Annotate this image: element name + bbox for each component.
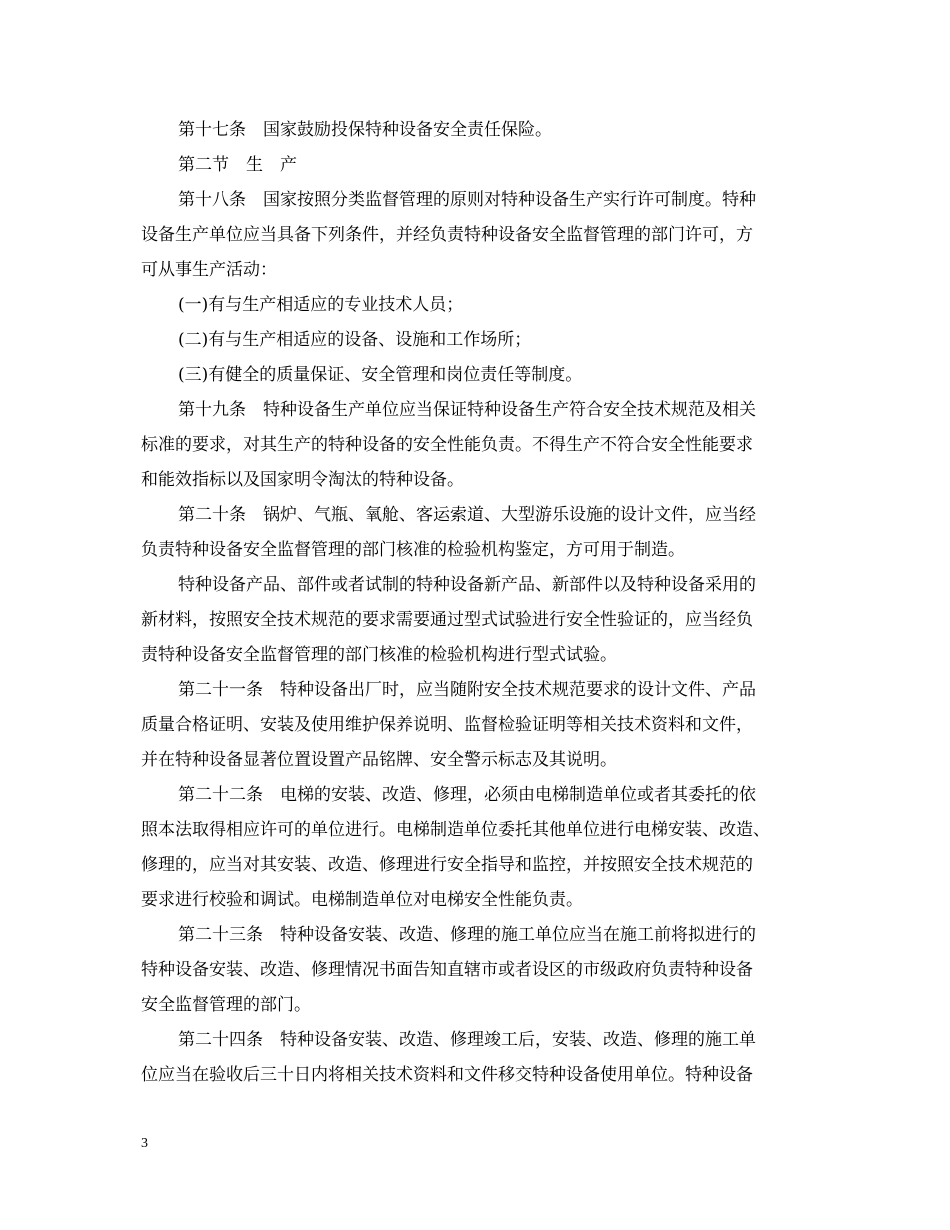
text-line: 第二节 生 产 [178, 155, 297, 175]
text-line: 第十八条 国家按照分类监督管理的原则对特种设备生产实行许可制度。特种 [178, 190, 756, 210]
document-body [141, 113, 813, 1093]
text-line: 标准的要求，对其生产的特种设备的安全性能负责。不得生产不符合安全性能要求 [141, 435, 753, 455]
text-line: (一)有与生产相适应的专业技术人员； [178, 295, 464, 315]
text-line: 质量合格证明、安装及使用维护保养说明、监督检验证明等相关技术资料和文件， [141, 715, 753, 735]
page-number: 3 [141, 1136, 148, 1151]
text-line: 第十七条 国家鼓励投保特种设备安全责任保险。 [178, 120, 552, 140]
text-line: 特种设备安装、改造、修理情况书面告知直辖市或者设区的市级政府负责特种设备 [141, 960, 753, 980]
text-line: 可从事生产活动： [141, 260, 277, 280]
text-line: 要求进行校验和调试。电梯制造单位对电梯安全性能负责。 [141, 890, 583, 910]
text-line: 第十九条 特种设备生产单位应当保证特种设备生产符合安全技术规范及相关 [178, 400, 756, 420]
text-line: 第二十一条 特种设备出厂时，应当随附安全技术规范要求的设计文件、产品 [178, 680, 756, 700]
text-line: 照本法取得相应许可的单位进行。电梯制造单位委托其他单位进行电梯安装、改造、 [141, 820, 770, 840]
text-line: 位应当在验收后三十日内将相关技术资料和文件移交特种设备使用单位。特种设备 [141, 1065, 753, 1085]
text-line: 第二十二条 电梯的安装、改造、修理，必须由电梯制造单位或者其委托的依 [178, 785, 756, 805]
text-line: 特种设备产品、部件或者试制的特种设备新产品、新部件以及特种设备采用的 [178, 575, 756, 595]
text-line: 负责特种设备安全监督管理的部门核准的检验机构鉴定，方可用于制造。 [141, 540, 685, 560]
text-line: 第二十三条 特种设备安装、改造、修理的施工单位应当在施工前将拟进行的 [178, 925, 756, 945]
text-line: 第二十条 锅炉、气瓶、氧舱、客运索道、大型游乐设施的设计文件，应当经 [178, 505, 756, 525]
text-line: 设备生产单位应当具备下列条件，并经负责特种设备安全监督管理的部门许可，方 [141, 225, 753, 245]
text-line: 安全监督管理的部门。 [141, 995, 311, 1015]
text-line: 第二十四条 特种设备安装、改造、修理竣工后，安装、改造、修理的施工单 [178, 1030, 756, 1050]
text-line: (三)有健全的质量保证、安全管理和岗位责任等制度。 [178, 365, 583, 385]
text-line: (二)有与生产相适应的设备、设施和工作场所； [178, 330, 532, 350]
text-line: 和能效指标以及国家明令淘汰的特种设备。 [141, 470, 464, 490]
text-line: 新材料，按照安全技术规范的要求需要通过型式试验进行安全性验证的，应当经负 [141, 610, 753, 630]
text-line: 并在特种设备显著位置设置产品铭牌、安全警示标志及其说明。 [141, 750, 617, 770]
text-line: 责特种设备安全监督管理的部门核准的检验机构进行型式试验。 [141, 645, 617, 665]
text-line: 修理的，应当对其安装、改造、修理进行安全指导和监控，并按照安全技术规范的 [141, 855, 753, 875]
